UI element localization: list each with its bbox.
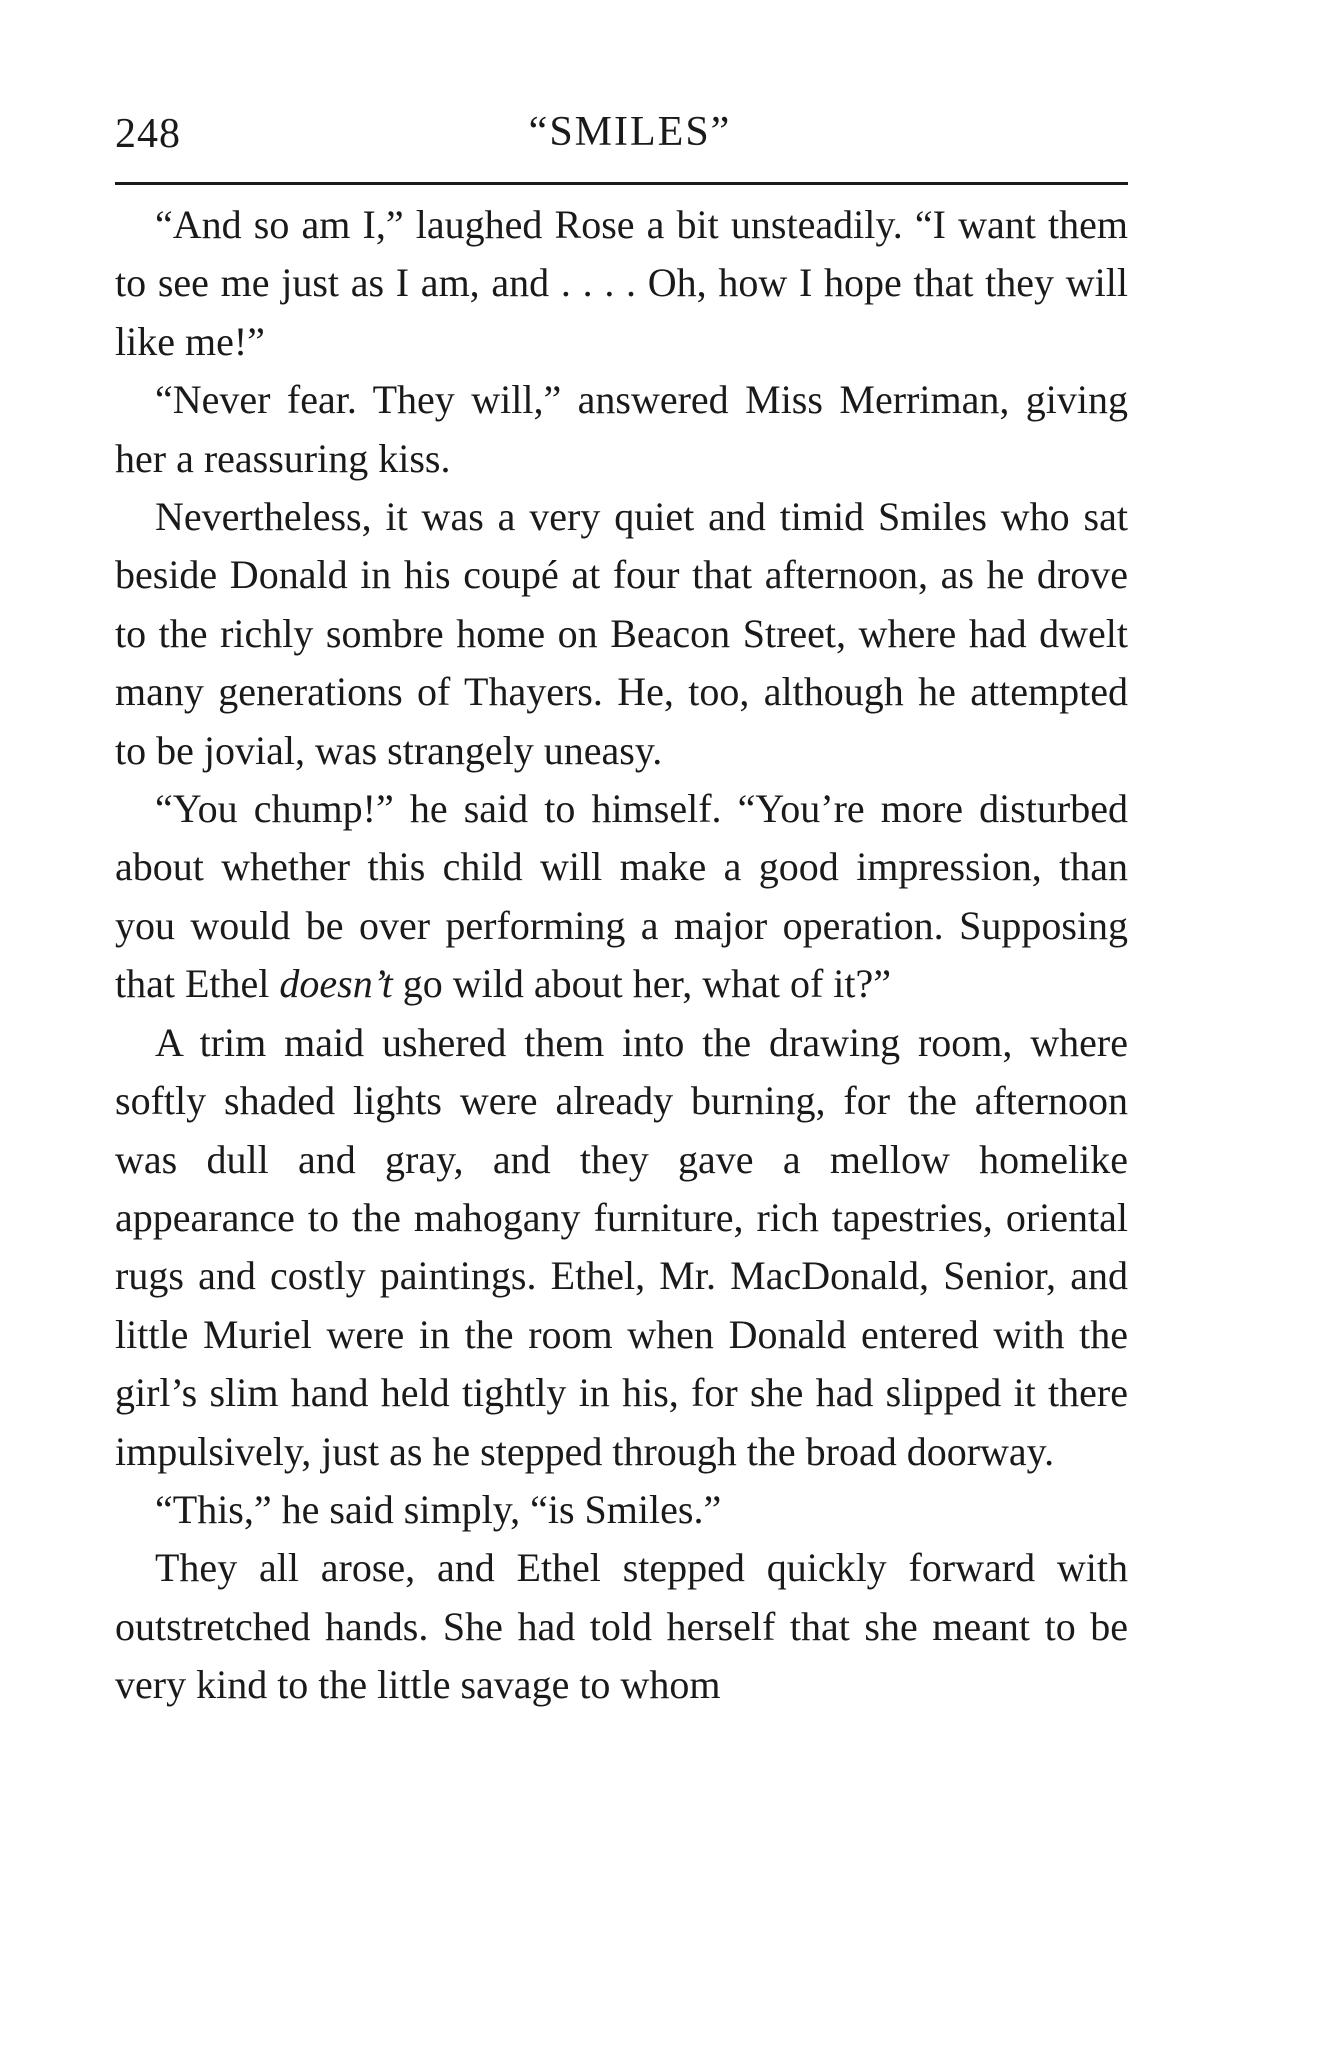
paragraph: They all arose, and Ethel stepped quickly forward with outstretched hands. She had told herself that she meant to be very kind to the little savage to whom — [115, 1545, 1128, 1708]
running-title: “SMILES” — [528, 109, 732, 155]
header-rule — [115, 182, 1128, 185]
body-text — [115, 196, 1128, 1715]
emphasis-text: doesn’t — [279, 961, 393, 1007]
paragraph: Nevertheless, it was a very quiet and timid Smiles who sat beside Donald in his coupé at four that afternoon, as he drove to the richly sombre home on Beacon Street, where had dwelt many generations of Thayers. He, too, although he attempted to be jovial, was strangely uneasy. — [115, 494, 1128, 773]
paragraph — [115, 780, 1128, 1014]
paragraph: “And so am I,” laughed Rose a bit unsteadily. “I want them to see me just as I am, and . . . . Oh, how I hope that they will like me!” — [115, 202, 1128, 364]
paragraph: “This,” he said simply, “is Smiles.” — [155, 1486, 722, 1532]
paragraph: “Never fear. They will,” answered Miss Merriman, giving her a reassuring kiss. — [115, 377, 1128, 481]
paragraph: A trim maid ushered them into the drawing room, where softly shaded lights were already burning, for the afternoon was dull and gray, and they gave a mellow homelike appearance to the mahogany furniture, rich tapestries, oriental rugs and costly paintings. Ethel, Mr. MacDonald, Senior, and little Muriel were in the room when Donald entered with the girl’s slim hand held tightly in his, for she had slipped it there impulsively, just as he stepped through the broad doorway. — [115, 1019, 1128, 1474]
running-head — [115, 100, 1125, 170]
paragraph-text: “You chump!” he said to himself. “You’re more disturbed about whether this child will make a good impression, than you would be over performing a major operation. Supposing that Ethel — [115, 786, 1128, 1007]
paragraph-text: go wild about her, what of it?” — [392, 961, 891, 1007]
page-number: 248 — [115, 111, 181, 157]
